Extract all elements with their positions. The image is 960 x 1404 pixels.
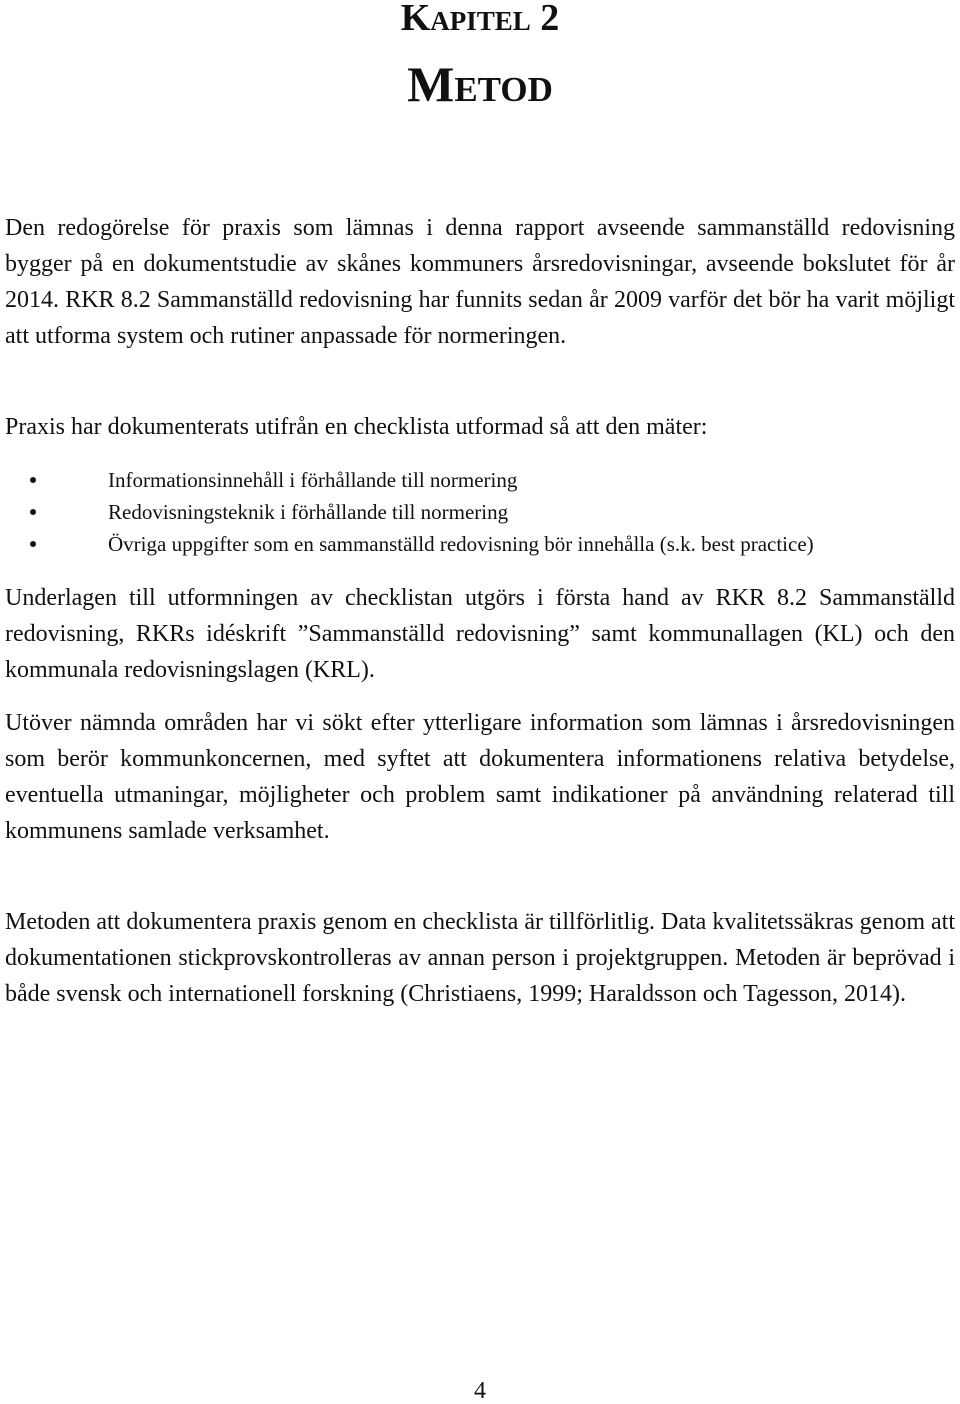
- bullet-dot-icon: [30, 477, 36, 483]
- paragraph-intro: Den redogörelse för praxis som lämnas i denna rapport avseende sammanställd redovisning bygger på en dokumentstudie av skånes kommuners årsredovisningar, avseende bokslutet för år 2014. RKR 8.2 Sammanställd redovisning har funnits sedan år 2009 varför det bör ha varit möjligt att utforma system och rutiner anpassade för normeringen.: [5, 215, 955, 349]
- bullet-item-text: Informationsinnehåll i förhållande till normering: [108, 468, 518, 492]
- paragraph-method-reliability: Metoden att dokumentera praxis genom en checklista är tillförlitlig. Data kvalitetssäkras genom att dokumentationen stickprovskontrolleras av annan person i projektgruppen. Metoden är beprövad i både svensk och internationell forskning (Christiaens, 1999; Haraldsson och Tagesson, 2014).: [5, 909, 955, 1007]
- bullet-dot-icon: [30, 541, 36, 547]
- chapter-label: Kapitel 2: [400, 0, 560, 39]
- paragraph-additional-info: Utöver nämnda områden har vi sökt efter ytterligare information som lämnas i årsredovisningen som berör kommunkoncernen, med syftet att dokumentera informationens relativa betydelse, eventuella utmaningar, möjligheter och problem samt indikationer på användning relaterad till kommunens samlade verksamhet.: [5, 710, 955, 844]
- bullet-item: [0, 464, 960, 496]
- bullet-item-text: Redovisningsteknik i förhållande till normering: [108, 500, 509, 524]
- bullet-item-text: Övriga uppgifter som en sammanställd redovisning bör innehålla (s.k. best practice): [108, 532, 814, 556]
- paragraph-checklist-intro: Praxis har dokumenterats utifrån en checklista utformad så att den mäter:: [5, 414, 708, 440]
- page-number: 4: [474, 1378, 486, 1404]
- chapter-title: Metod: [407, 56, 553, 112]
- bullet-item: [0, 496, 960, 528]
- bullet-item: [0, 528, 960, 560]
- paragraph-sources: Underlagen till utformningen av checklistan utgörs i första hand av RKR 8.2 Sammanställd redovisning, RKRs idéskrift ”Sammanställd redovisning” samt kommunallagen (KL) och den kommunala redovisningslagen (KRL).: [5, 585, 955, 683]
- bullet-dot-icon: [30, 509, 36, 515]
- checklist-bullet-list: [0, 464, 960, 560]
